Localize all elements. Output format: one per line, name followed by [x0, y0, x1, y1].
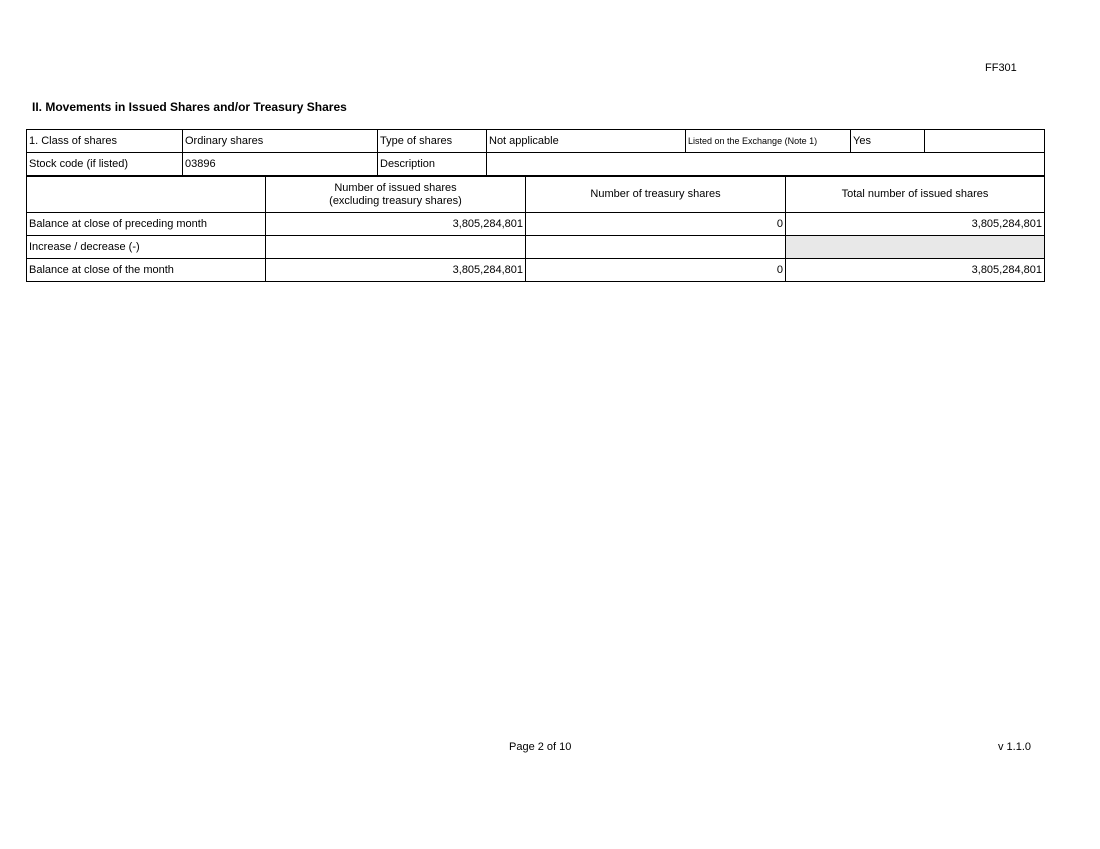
- row-label: Balance at close of the month: [27, 259, 266, 282]
- stock-code-label: Stock code (if listed): [27, 153, 183, 176]
- total-issued-shares-value: [786, 236, 1045, 259]
- type-of-shares-value: Not applicable: [487, 130, 686, 153]
- share-class-table: [26, 129, 1045, 176]
- treasury-shares-header: Number of treasury shares: [526, 177, 786, 213]
- issued-shares-header-line1: Number of issued shares: [334, 181, 457, 194]
- treasury-shares-value: [526, 236, 786, 259]
- class-row: [27, 130, 1045, 153]
- treasury-shares-value: 0: [526, 213, 786, 236]
- total-issued-shares-header: Total number of issued shares: [786, 177, 1045, 213]
- treasury-shares-value: 0: [526, 259, 786, 282]
- class-of-shares-value: Ordinary shares: [183, 130, 378, 153]
- row-label: Increase / decrease (-): [27, 236, 266, 259]
- table-row: [27, 259, 1045, 282]
- description-label: Description: [378, 153, 487, 176]
- issued-shares-header-line2: (excluding treasury shares): [329, 194, 462, 207]
- issued-shares-value: 3,805,284,801: [266, 259, 526, 282]
- issued-shares-value: [266, 236, 526, 259]
- type-of-shares-label: Type of shares: [378, 130, 487, 153]
- listed-label: Listed on the Exchange (Note 1): [686, 130, 851, 153]
- listed-value: Yes: [851, 130, 925, 153]
- stock-code-row: [27, 153, 1045, 176]
- version-label: v 1.1.0: [998, 741, 1032, 753]
- blank-cell: [925, 130, 1045, 153]
- row-label: Balance at close of preceding month: [27, 213, 266, 236]
- total-issued-shares-value: 3,805,284,801: [786, 213, 1045, 236]
- movements-header-row: [27, 177, 1045, 213]
- form-code: FF301: [985, 62, 1017, 74]
- issued-shares-value: 3,805,284,801: [266, 213, 526, 236]
- table-row: [27, 236, 1045, 259]
- class-of-shares-label: 1. Class of shares: [27, 130, 183, 153]
- header-blank-cell: [27, 177, 266, 213]
- movements-table: [26, 176, 1045, 282]
- issued-shares-header: [266, 177, 526, 213]
- page-number: Page 2 of 10: [509, 741, 572, 753]
- table-row: [27, 213, 1045, 236]
- section-title: II. Movements in Issued Shares and/or Treasury Shares: [32, 100, 347, 114]
- total-issued-shares-value: 3,805,284,801: [786, 259, 1045, 282]
- stock-code-value: 03896: [183, 153, 378, 176]
- description-value: [487, 153, 1045, 176]
